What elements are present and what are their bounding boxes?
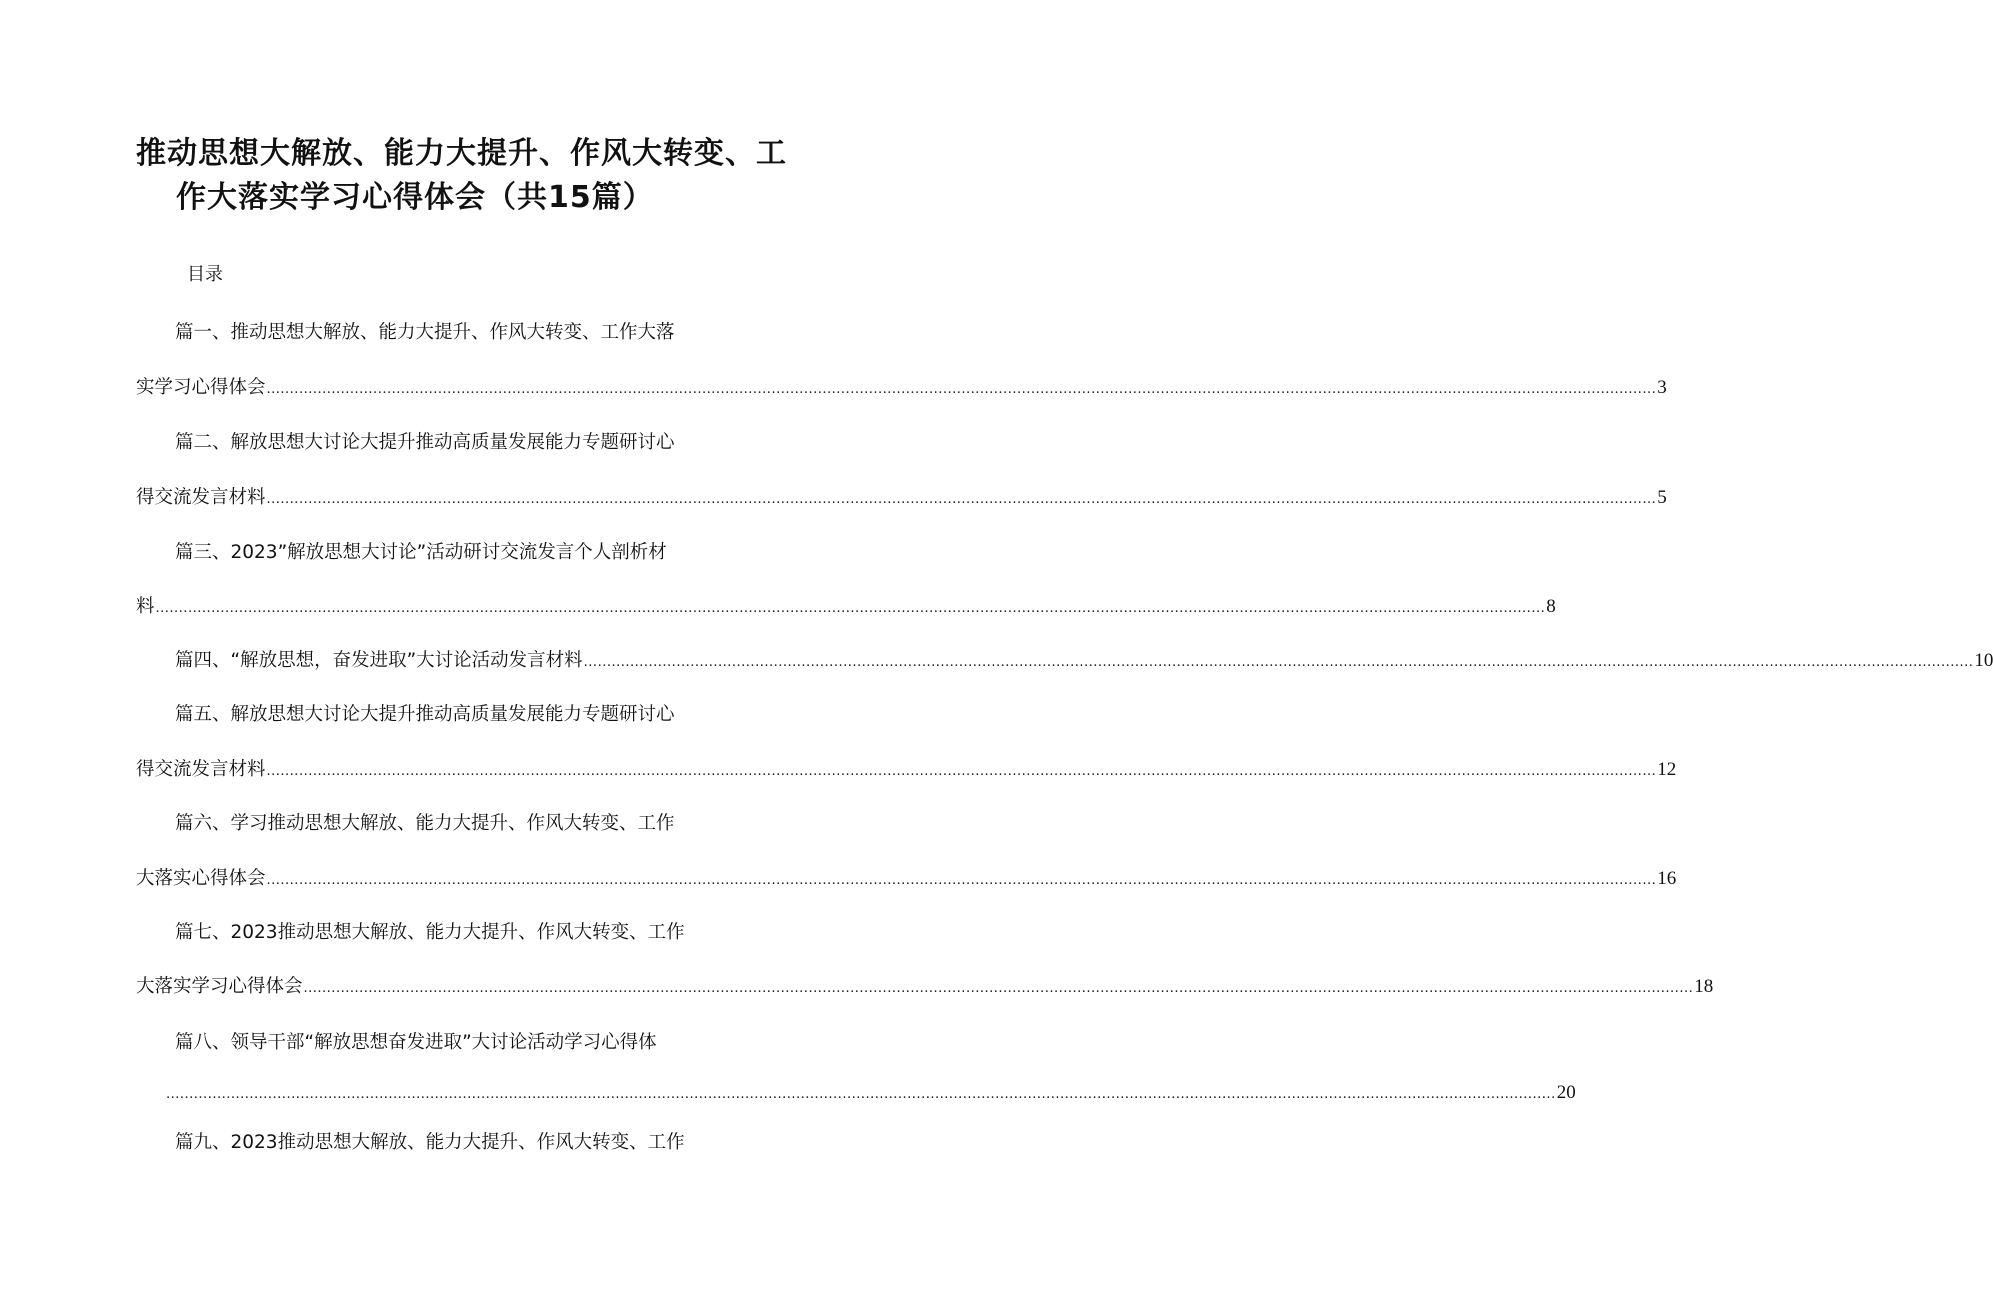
toc-entry-5-title[interactable]: 篇五、解放思想大讨论大提升推动高质量发展能力专题研讨心: [175, 704, 675, 725]
leader-dots: ............................................................................................................................................................................................................................................................................................................: [166, 1087, 1556, 1102]
toc-entry-7-continuation[interactable]: [136, 974, 1714, 1002]
toc-heading: 目录: [187, 264, 223, 285]
toc-entry-5-page: 12: [1657, 759, 1677, 780]
toc-entry-2-title-cont: 得交流发言材料: [136, 487, 266, 508]
toc-entry-7-page: 18: [1694, 976, 1714, 997]
leader-dots: ............................................................................................................................................................................................................................................................................................................: [266, 382, 1657, 397]
toc-entry-3-page: 8: [1546, 596, 1556, 617]
toc-entry-6-continuation[interactable]: [136, 866, 1677, 894]
toc-entry-5-title-cont: 得交流发言材料: [136, 759, 266, 780]
leader-dots: ............................................................................................................................................................................................................................................................................................................: [266, 873, 1657, 888]
leader-dots: ............................................................................................................................................................................................................................................................................................................: [583, 655, 1974, 670]
toc-entry-2-page: 5: [1657, 487, 1667, 508]
toc-entry-1-title-cont: 实学习心得体会: [136, 377, 266, 398]
leader-dots: ............................................................................................................................................................................................................................................................................................................: [266, 492, 1657, 507]
leader-dots: ............................................................................................................................................................................................................................................................................................................: [303, 981, 1694, 996]
toc-entry-6-page: 16: [1657, 868, 1677, 889]
document-title-line-2: 作大落实学习心得体会（共15篇）: [176, 180, 654, 215]
leader-dots: ............................................................................................................................................................................................................................................................................................................: [155, 601, 1546, 616]
toc-entry-4-page: 10: [1974, 650, 1993, 671]
toc-entry-6-title-cont: 大落实心得体会: [136, 868, 266, 889]
leader-dots: ............................................................................................................................................................................................................................................................................................................: [266, 764, 1657, 779]
toc-entry-9-title[interactable]: 篇九、2023推动思想大解放、能力大提升、作风大转变、工作: [175, 1132, 685, 1153]
toc-entry-3-title-cont: 料: [136, 596, 155, 617]
toc-entry-7-title[interactable]: 篇七、2023推动思想大解放、能力大提升、作风大转变、工作: [175, 922, 685, 943]
toc-entry-2-title[interactable]: 篇二、解放思想大讨论大提升推动高质量发展能力专题研讨心: [175, 432, 675, 453]
toc-entry-2-continuation[interactable]: [136, 485, 1667, 513]
document-title: [136, 132, 796, 220]
toc-entry-7-title-cont: 大落实学习心得体会: [136, 976, 303, 997]
document-title-line-1: 推动思想大解放、能力大提升、作风大转变、工: [136, 136, 787, 171]
toc-entry-4-title: 篇四、“解放思想，奋发进取”大讨论活动发言材料: [175, 650, 583, 671]
toc-entry-4[interactable]: [175, 648, 1993, 676]
toc-entry-8-continuation[interactable]: [165, 1080, 1576, 1108]
toc-entry-6-title[interactable]: 篇六、学习推动思想大解放、能力大提升、作风大转变、工作: [175, 813, 675, 834]
toc-entry-5-continuation[interactable]: [136, 757, 1677, 785]
toc-entry-1-title[interactable]: 篇一、推动思想大解放、能力大提升、作风大转变、工作大落: [175, 322, 675, 343]
toc-entry-8-title[interactable]: 篇八、领导干部“解放思想奋发进取”大讨论活动学习心得体: [175, 1032, 657, 1053]
toc-entry-3-title[interactable]: 篇三、2023”解放思想大讨论”活动研讨交流发言个人剖析材: [175, 542, 667, 563]
toc-entry-1-page: 3: [1657, 377, 1667, 398]
toc-entry-8-page: 20: [1556, 1082, 1576, 1103]
toc-entry-1-continuation[interactable]: [136, 375, 1667, 403]
toc-entry-3-continuation[interactable]: [136, 594, 1556, 622]
